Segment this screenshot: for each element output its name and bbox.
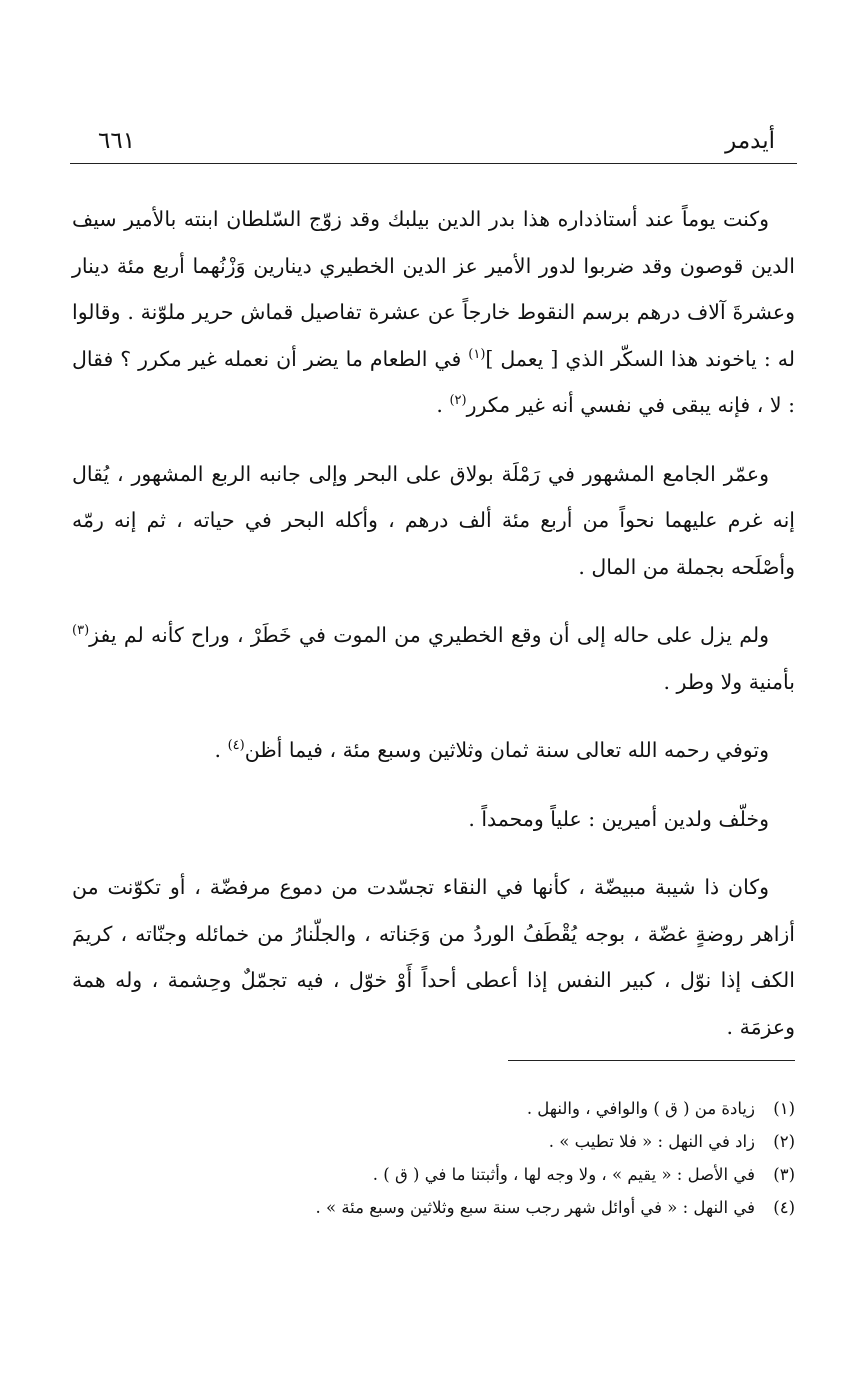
main-text [72, 196, 795, 1050]
footnote-number: (٤) [773, 1198, 795, 1217]
footnote-text: في النهل : « في أوائل شهر رجب سنة سبع وثلاثين وسبع مئة » . [315, 1198, 755, 1217]
paragraph-3 [72, 612, 795, 705]
footnote-rule [508, 1060, 795, 1061]
paragraph-6 [72, 864, 795, 1050]
footnotes [180, 1092, 795, 1224]
footnote-marker-4: (٤) [227, 738, 245, 754]
footnote-number: (٢) [773, 1132, 795, 1151]
paragraph-2 [72, 451, 795, 591]
header-rule [70, 163, 797, 164]
footnote-marker-1: (١) [468, 346, 486, 362]
footnote-text: زاد في النهل : « فلا تطيب » . [548, 1132, 755, 1151]
footnote-number: (٣) [773, 1165, 795, 1184]
footnote-2 [180, 1125, 795, 1158]
footnote-marker-3: (٣) [72, 623, 90, 639]
paragraph-text: وخلّف ولدين أميرين : علياً ومحمداً . [468, 806, 769, 831]
footnote-number: (١) [773, 1099, 795, 1118]
paragraph-text: . [214, 738, 228, 762]
paragraph-text: وكان ذا شيبة مبيضّة ، كأنها في النقاء تجسّدت من دموع مرفضّة ، أو تكوّنت من أزاهر روضةٍ غضّة ، بوجه يُقْطَفُ الوردُ من وَجَناته ، والجلّنارُ من خمائله وجنّاته ، كريمَ الكف إذا نوّل ، كبير النفس إذا أعطى أحداً أَوْ خوّل ، فيه تجمّلٌ وحِشمة ، وله همة وعزمَة . [72, 875, 795, 1039]
paragraph-text: ولم يزل على حاله إلى أن وقع الخطيري من الموت في خَطَرْ ، وراح كأنه لم يفز [89, 623, 769, 647]
paragraph-1 [72, 196, 795, 429]
footnote-4 [180, 1191, 795, 1224]
paragraph-5 [72, 796, 795, 843]
paragraph-text: وتوفي رحمه الله تعالى سنة ثمان وثلاثين وسبع مئة ، فيما أظن [244, 738, 769, 762]
running-title: أيدمر [725, 128, 775, 154]
paragraph-text: في الطعام ما يضر أن نعمله غير مكرر ؟ فقال : لا ، فإنه يبقى في نفسي أنه غير مكرر [72, 346, 795, 417]
paragraph-text: وعمّر الجامع المشهور في رَمْلَة بولاق على البحر وإلى جانبه الربع المشهور ، يُقال إنه غرم عليهما نحواً من أربع مئة ألف درهم ، وأكله البحر في حياته ، ثم إنه رمّه وأصْلَحه بجملة من المال . [72, 461, 795, 579]
page-header [70, 128, 797, 162]
footnote-text: في الأصل : « يقيم » ، ولا وجه لها ، وأثبتنا ما في ( ق ) . [372, 1165, 755, 1184]
footnote-3 [180, 1158, 795, 1191]
footnote-text: زيادة من ( ق ) والوافي ، والنهل . [526, 1099, 755, 1118]
paragraph-text: بأمنية ولا وطر . [663, 669, 795, 694]
footnote-marker-2: (٢) [449, 393, 467, 409]
paragraph-text: وكنت يوماً عند أستاذداره هذا بدر الدين بيلبك وقد زوّج السّلطان ابنته بالأمير سيف الدين قوصون وقد ضربوا لدور الأمير عز الدين الخطيري دينارين وَزْنُهما أربع مئة دينار وعشرةَ آلاف درهم برسم النقوط خارجاً عن عشرة تفاصيل قماش حرير ملوّنة . وقالوا له : ياخوند هذا السكّر الذي [ يعمل ] [72, 207, 795, 371]
page-number: ٦٦١ [98, 128, 136, 154]
paragraph-4 [72, 727, 795, 774]
footnote-1 [180, 1092, 795, 1125]
paragraph-text: . [436, 393, 450, 417]
